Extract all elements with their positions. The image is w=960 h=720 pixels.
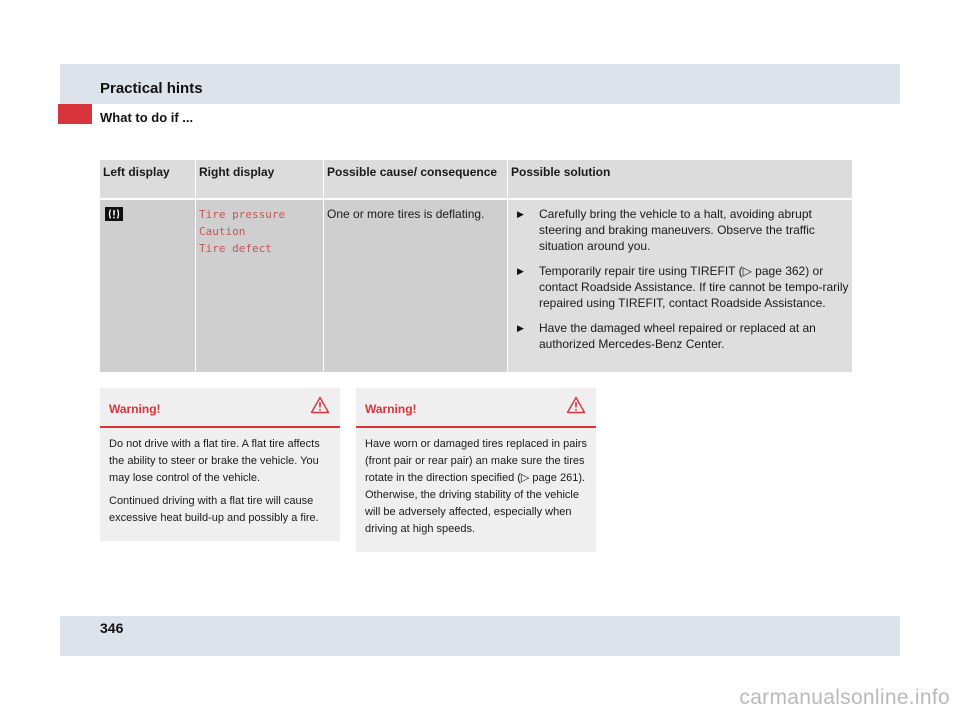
display-message-line: Tire pressure	[199, 208, 286, 221]
display-message-line: Tire defect	[199, 242, 272, 255]
section-marker	[58, 104, 92, 124]
footer-band	[60, 616, 900, 656]
bullet-arrow-icon: ▶	[517, 209, 524, 219]
watermark: carmanualsonline.info	[739, 686, 950, 709]
warning-triangle-icon	[566, 396, 586, 419]
column-header-solution: Possible solution	[507, 160, 852, 198]
warning-box-flat-tire	[100, 388, 340, 541]
column-header-cause: Possible cause/ consequence	[323, 160, 507, 198]
solution-cell	[507, 200, 852, 372]
warning-header	[100, 388, 340, 428]
display-message-line: Caution	[199, 225, 246, 238]
warning-triangle-icon	[310, 396, 330, 419]
cause-cell: One or more tires is deflating.	[323, 200, 507, 372]
warning-paragraph: Have worn or damaged tires replaced in pairs (front pair or rear pair) an make sure the tires rotate in the direction specified (▷ page 261). Otherwise, the driving stability of the vehicle will be adversely affected, especially when driving at high speeds.	[365, 438, 587, 535]
solution-item	[514, 320, 849, 352]
warning-body	[356, 428, 596, 552]
solution-text: Have the damaged wheel repaired or replaced at an authorized Mercedes-Benz Center.	[539, 321, 816, 351]
column-header-right-display: Right display	[195, 160, 323, 198]
solution-text: Temporarily repair tire using TIREFIT (▷ page 362) or contact Roadside Assistance. If tire cannot be tempo-rarily repaired using TIREFIT, contact Roadside Assistance.	[539, 264, 849, 310]
warning-paragraph: Continued driving with a flat tire will cause excessive heat build-up and possibly a fire.	[109, 495, 319, 524]
table-header-row	[100, 160, 852, 198]
bullet-arrow-icon: ▶	[517, 323, 524, 333]
warning-box-worn-tires	[356, 388, 596, 552]
bullet-arrow-icon: ▶	[517, 266, 524, 276]
warning-header	[356, 388, 596, 428]
tire-pressure-warning-icon	[105, 207, 123, 225]
warning-body	[100, 428, 340, 541]
section-title: Practical hints	[100, 80, 203, 97]
warning-paragraph: Do not drive with a flat tire. A flat tire affects the ability to steer or brake the vehicle. You may lose control of the vehicle.	[109, 438, 320, 484]
solution-item	[514, 206, 849, 254]
message-table	[100, 160, 852, 372]
right-display-cell	[195, 200, 323, 372]
solution-item	[514, 263, 849, 311]
page-subtitle: What to do if ...	[100, 110, 194, 125]
page-number: 346	[100, 620, 124, 636]
column-header-left-display: Left display	[103, 165, 170, 179]
warning-title: Warning!	[109, 402, 161, 416]
solution-text: Carefully bring the vehicle to a halt, avoiding abrupt steering and braking maneuvers. Observe the traffic situation around you.	[539, 207, 815, 253]
table-row	[100, 200, 852, 372]
warning-title: Warning!	[365, 402, 417, 416]
left-display-cell	[100, 200, 195, 372]
